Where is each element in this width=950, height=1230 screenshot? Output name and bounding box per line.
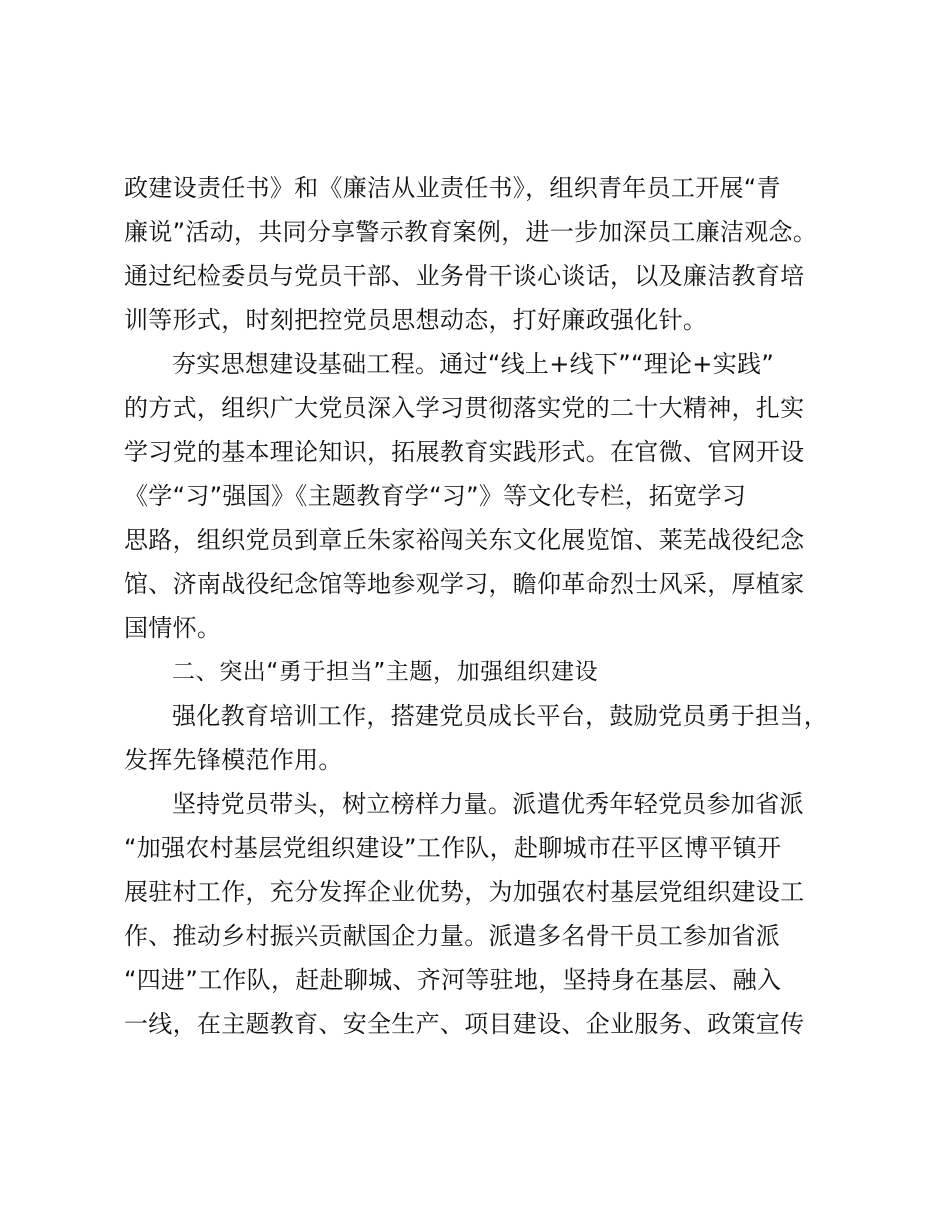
text-line: 廉说”活动，共同分享警示教育案例，进一步加深员工廉洁观念。 xyxy=(124,218,818,246)
text-line: “四进”工作队，赶赴聊城、齐河等驻地，坚持身在基层、融入 xyxy=(124,966,782,994)
text-line: 的方式，组织广大党员深入学习贯彻落实党的二十大精神，扎实 xyxy=(124,394,805,422)
text-line: 一线，在主题教育、安全生产、项目建设、企业服务、政策宣传 xyxy=(124,1010,805,1038)
section-heading: 二、突出“勇于担当”主题，加强组织建设 xyxy=(172,659,599,685)
text-line: 政建设责任书》和《廉洁从业责任书》，组织青年员工开展“青 xyxy=(124,174,781,202)
text-line: 思路，组织党员到章丘朱家裕闯关东文化展览馆、莱芜战役纪念 xyxy=(124,526,805,554)
text-line: 训等形式，时刻把控党员思想动态，打好廉政强化针。 xyxy=(124,306,708,334)
text-line: 强化教育培训工作，搭建党员成长平台，鼓励党员勇于担当， xyxy=(172,702,829,730)
text-line: “加强农村基层党组织建设”工作队，赴聊城市茌平区博平镇开 xyxy=(124,834,782,862)
text-line: 作、推动乡村振兴贡献国企力量。派遣多名骨干员工参加省派 xyxy=(124,922,781,950)
text-line: 展驻村工作，充分发挥企业优势，为加强农村基层党组织建设工 xyxy=(124,878,805,906)
text-line: 馆、济南战役纪念馆等地参观学习，瞻仰革命烈士风采，厚植家 xyxy=(124,570,805,598)
text-line: 学习党的基本理论知识，拓展教育实践形式。在官微、官网开设 xyxy=(124,438,805,466)
text-line: 《学“习”强国》《主题教育学“习”》等文化专栏，拓宽学习 xyxy=(124,482,747,510)
text-line: 坚持党员带头，树立榜样力量。派遣优秀年轻党员参加省派 xyxy=(172,790,804,818)
text-line: 国情怀。 xyxy=(124,614,222,642)
text-line: 通过纪检委员与党员干部、业务骨干谈心谈话，以及廉洁教育培 xyxy=(124,262,805,290)
text-line: 夯实思想建设基础工程。通过“线上+线下”“理论+实践” xyxy=(172,350,775,378)
text-line: 发挥先锋模范作用。 xyxy=(124,746,343,774)
